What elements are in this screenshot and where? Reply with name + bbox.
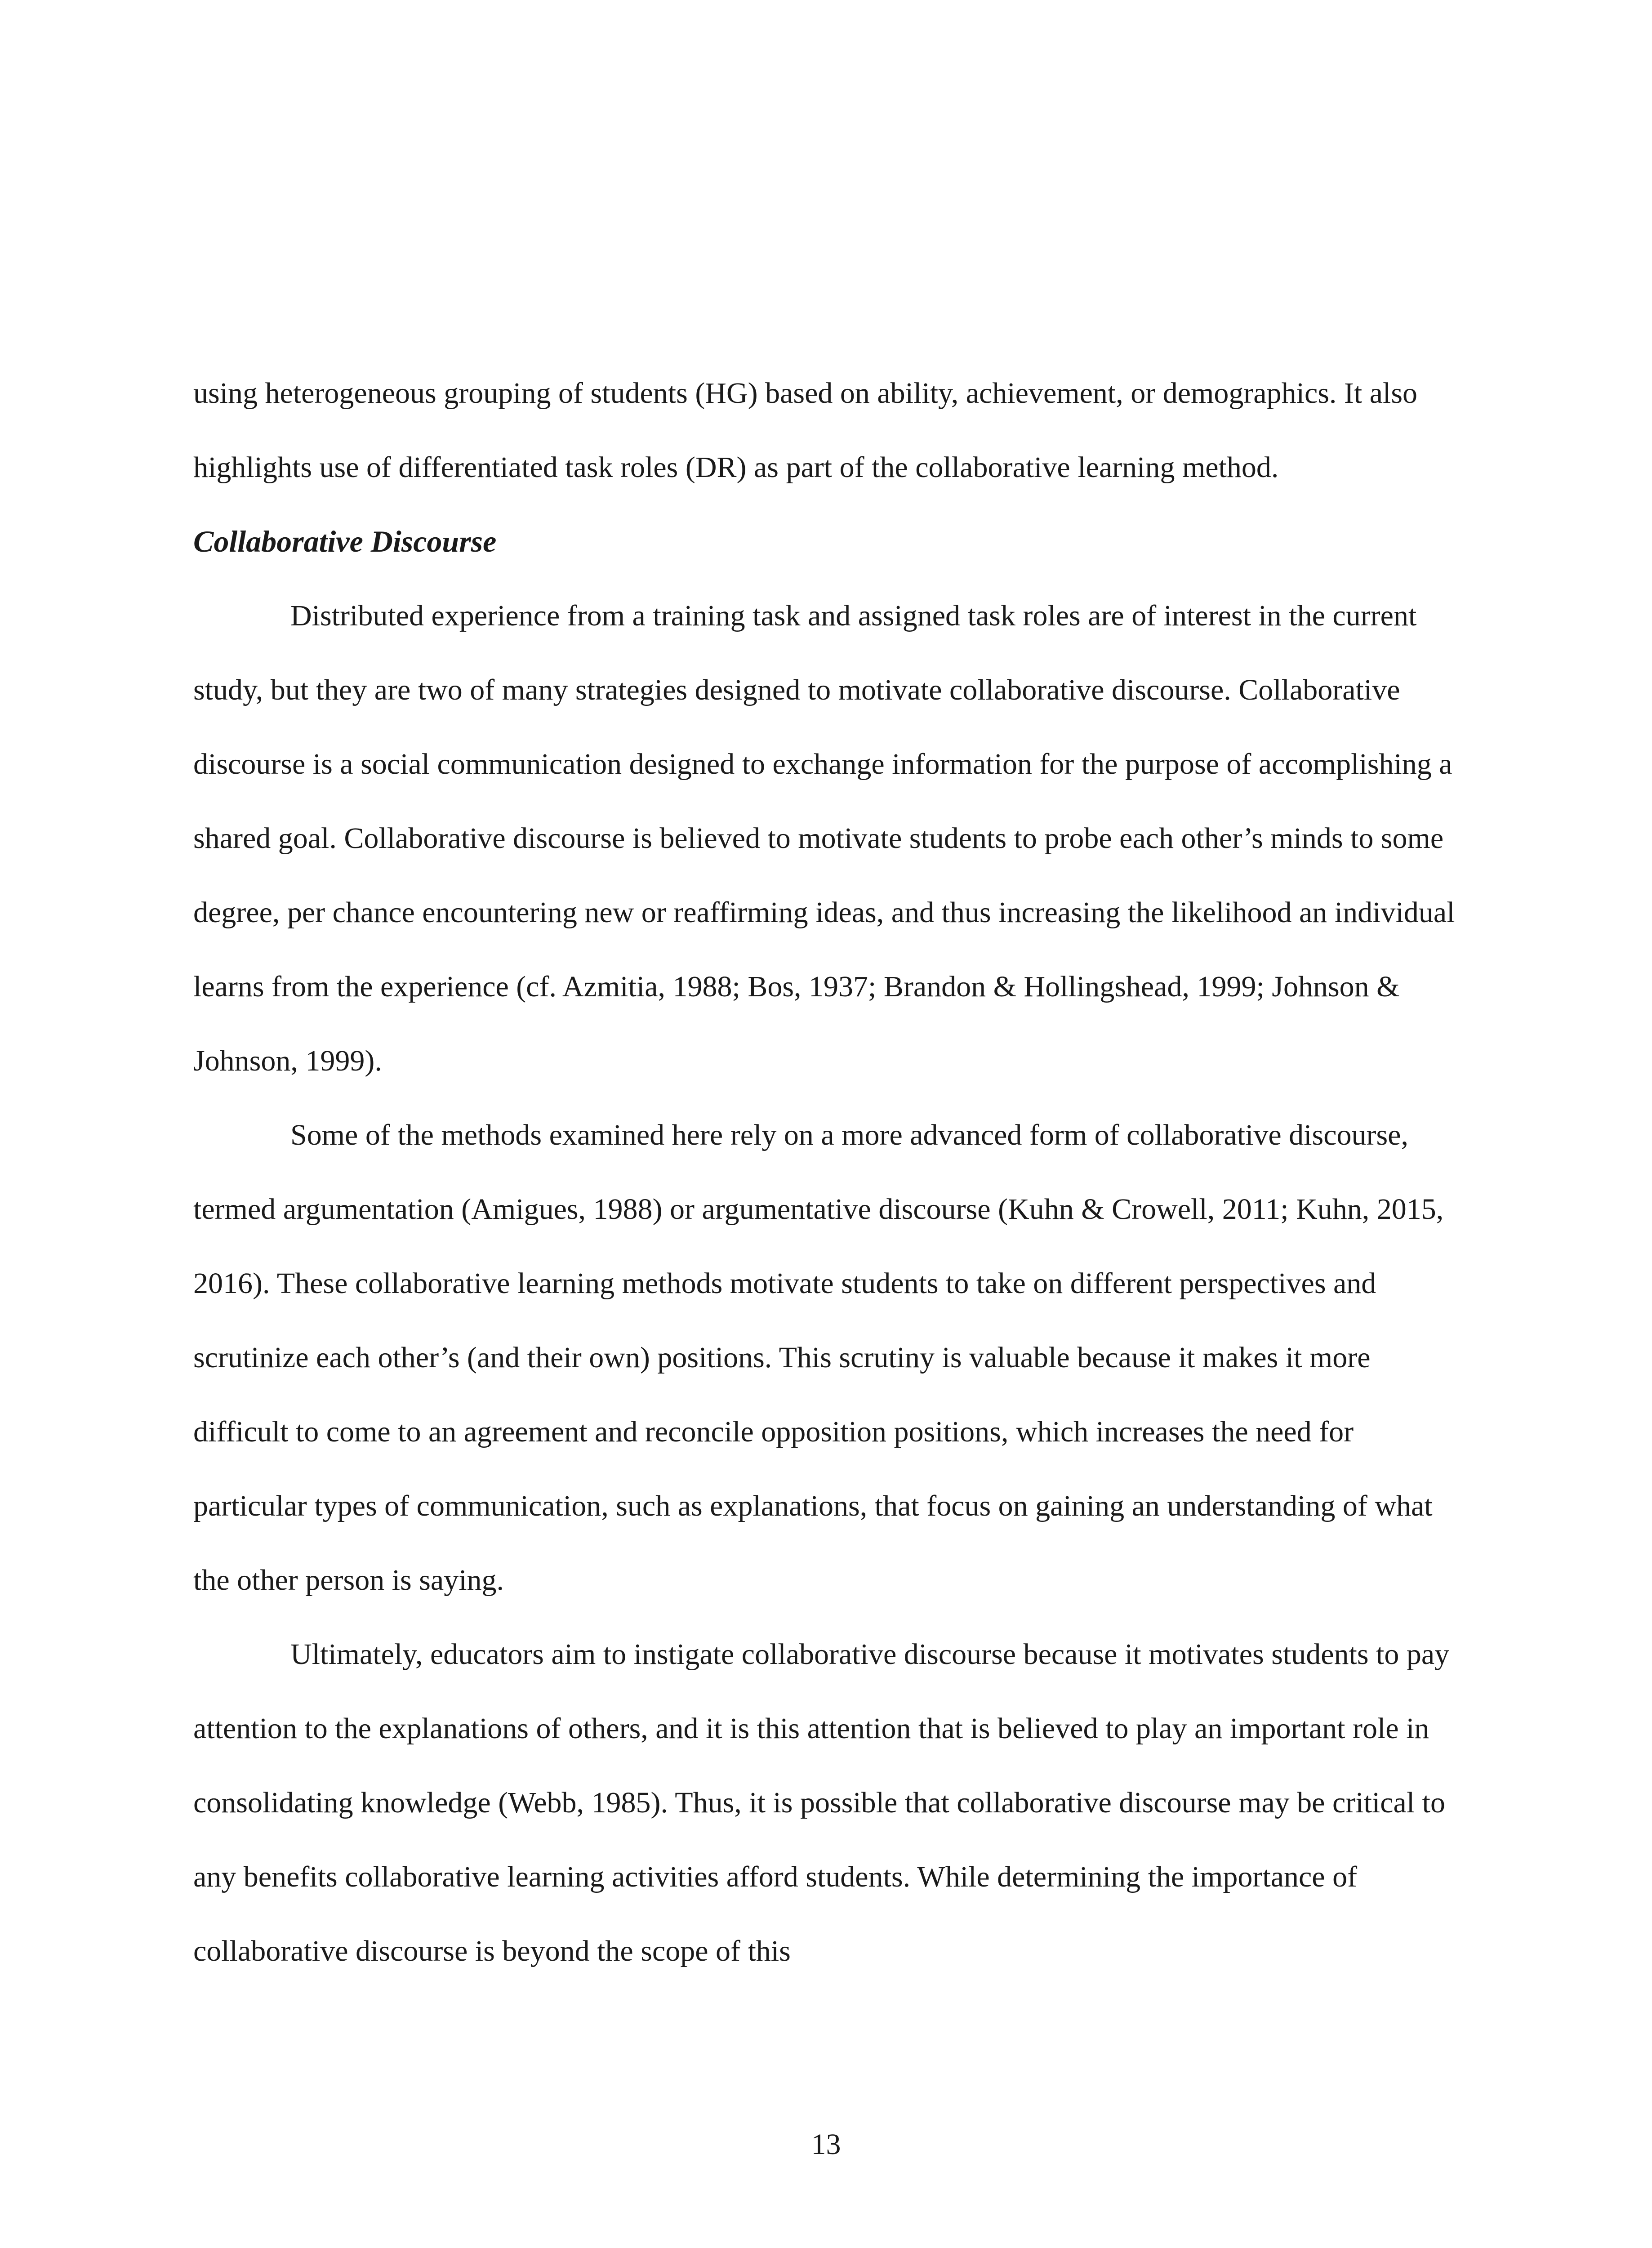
section-heading: Collaborative Discourse (193, 524, 497, 558)
page-number: 13 (811, 2128, 841, 2161)
body-text (193, 356, 1456, 1988)
paragraph-2: Some of the methods examined here rely on a more advanced form of collaborative discourse, termed argumentation (Amigues, 1988) or argumentative discourse (Kuhn & Crowell, 2011; Kuhn, 2015, 2016). These collaborative learning methods motivate students to take on different perspectives and scrutinize each other’s (and their own) positions. This scrutiny is valuable because it makes it more difficult to come to an agreement and reconcile opposition positions, which increases the need for particular types of communication, such as explanations, that focus on gaining an understanding of what the other person is saying. (193, 1119, 1444, 1597)
intro-paragraph: using heterogeneous grouping of students (HG) based on ability, achievement, or demographics. It also highlights use of differentiated task roles (DR) as part of the collaborative learning method. (193, 377, 1418, 484)
paragraph-3: Ultimately, educators aim to instigate collaborative discourse because it motivates students to pay attention to the explanations of others, and it is this attention that is believed to play an important role in consolidating knowledge (Webb, 1985). Thus, it is possible that collaborative discourse may be critical to any benefits collaborative learning activities afford students. While determining the importance of collaborative discourse is beyond the scope of this (193, 1638, 1450, 1967)
paragraph-1: Distributed experience from a training task and assigned task roles are of interest in the current study, but they are two of many strategies designed to motivate collaborative discourse. Collaborative discourse is a social communication designed to exchange information for the purpose of accomplishing a shared goal. Collaborative discourse is believed to motivate students to probe each other’s minds to some degree, per chance encountering new or reaffirming ideas, and thus increasing the likelihood an individual learns from the experience (cf. Azmitia, 1988; Bos, 1937; Brandon & Hollingshead, 1999; Johnson & Johnson, 1999). (193, 599, 1455, 1077)
